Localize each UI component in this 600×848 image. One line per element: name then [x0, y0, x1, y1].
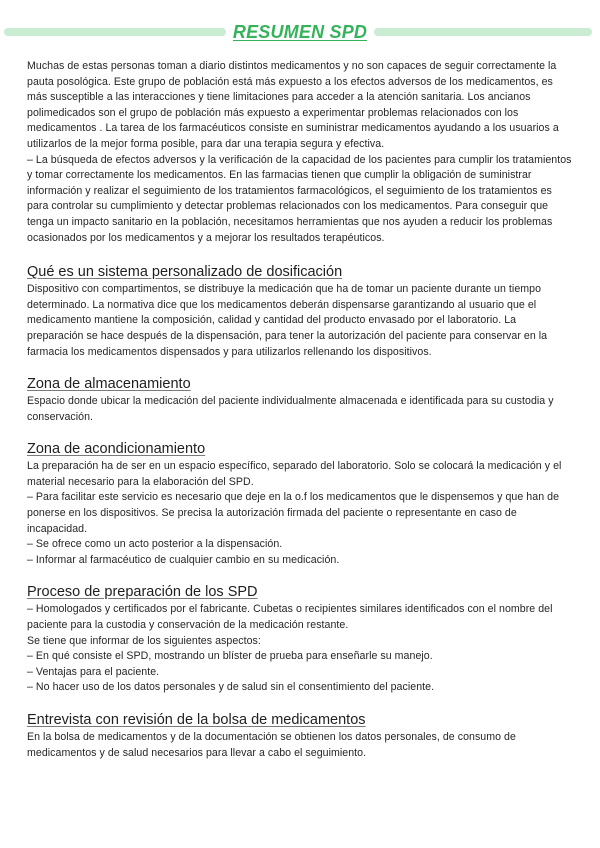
section-text: – En qué consiste el SPD, mostrando un blíster de prueba para enseñarle su manejo. [27, 650, 433, 663]
intro-paragraph-1: Muchas de estas personas toman a diario distintos medicamentos y no son capaces de seguir correctamente la pauta posológica. Este grupo de población está más expuesto a los efectos adversos de los medicamentos, es más susceptible a las interacciones y tiene limitaciones para acceder a la atención sanitaria. Los ancianos polimedicados son el grupo de población más expuesto a experimentar problemas relacionados con los medicamentos . La tarea de los farmacéuticos consiste en suministrar medicamentos ayudando a los usuarios a utilizarlos de la mejor forma posible, para dar una terapia segura y efectiva. [27, 60, 559, 150]
section-text: – Homologados y certificados por el fabricante. Cubetas o recipientes similares identificados con el nombre del paciente para la custodia y conservación de la medicación restante. [27, 603, 553, 632]
title-bar [0, 20, 600, 44]
section-text: Espacio donde ubicar la medicación del paciente individualmente almacenada e identificada para su custodia y conservación. [27, 395, 554, 423]
page-title: RESUMEN SPD [232, 22, 368, 42]
section-proceso-preparacion [27, 583, 575, 696]
section-text: – Se ofrece como un acto posterior a la dispensación. [27, 538, 283, 551]
section-text: – Informar al farmacéutico de cualquier cambio en su medicación. [27, 553, 340, 566]
section-zona-acondicionamiento [27, 440, 575, 568]
section-text: La preparación ha de ser en un espacio específico, separado del laboratorio. Solo se colocará la medicación y el material necesario para la elaboración del SPD. [27, 460, 562, 488]
section-text: – Para facilitar este servicio es necesario que deje en la o.f los medicamentos que le dispensemos y que han de ponerse en los dispositivos. Se precisa la autorización firmada del paciente o representante en caso de incapacidad. [27, 491, 560, 535]
section-zona-almacenamiento [27, 375, 575, 425]
section-heading: Zona de acondicionamiento [27, 441, 206, 458]
section-entrevista [27, 711, 575, 761]
title-decoration-right [374, 28, 592, 36]
section-heading: Proceso de preparación de los SPD [27, 584, 258, 601]
document-body [27, 59, 575, 761]
section-heading: Zona de almacenamiento [27, 376, 191, 393]
section-text: – No hacer uso de los datos personales y de salud sin el consentimiento del paciente. [27, 681, 435, 694]
section-text: Dispositivo con compartimentos, se distribuye la medicación que ha de tomar un paciente durante un tiempo determinado. La normativa dice que los medicamentos deberán dispensarse garantizando al usuario que el medicamento mantiene la composición, calidad y cantidad del producto envasado por el laboratorio. La preparación se hace después de la dispensación, para tener la autorización del paciente para conservar en la farmacia los medicamentos dispensados y para utilizarlos rellenando los dispositivos. [27, 283, 548, 358]
section-heading: Entrevista con revisión de la bolsa de medicamentos [27, 712, 366, 728]
section-text: – Ventajas para el paciente. [27, 665, 160, 678]
section-text: Se tiene que informar de los siguientes aspectos: [27, 634, 261, 647]
section-text: En la bolsa de medicamentos y de la documentación se obtienen los datos personales, de consumo de medicamentos y de salud necesarios para llevar a cabo el seguimiento. [27, 731, 516, 759]
section-sistema-personalizado [27, 263, 575, 360]
intro-paragraph-2: – La búsqueda de efectos adversos y la verificación de la capacidad de los pacientes para cumplir los tratamientos y tomar correctamente los medicamentos. En las farmacias tienen que cumplir la obligación de suministrar información y realizar el seguimiento de los tratamientos farmacológicos, el seguimiento de los tratamientos es para controlar su cumplimiento y detectar problemas relacionados con los medicamentos. Para conseguir que tenga un impacto sanitario en la población, necesitamos herramientas que nos ayuden a reducir los problemas ocasionados por los medicamentos y a mejorar los resultados terapéuticos. [27, 153, 572, 244]
title-decoration-left [4, 28, 226, 36]
section-heading: Qué es un sistema personalizado de dosificación [27, 264, 343, 281]
